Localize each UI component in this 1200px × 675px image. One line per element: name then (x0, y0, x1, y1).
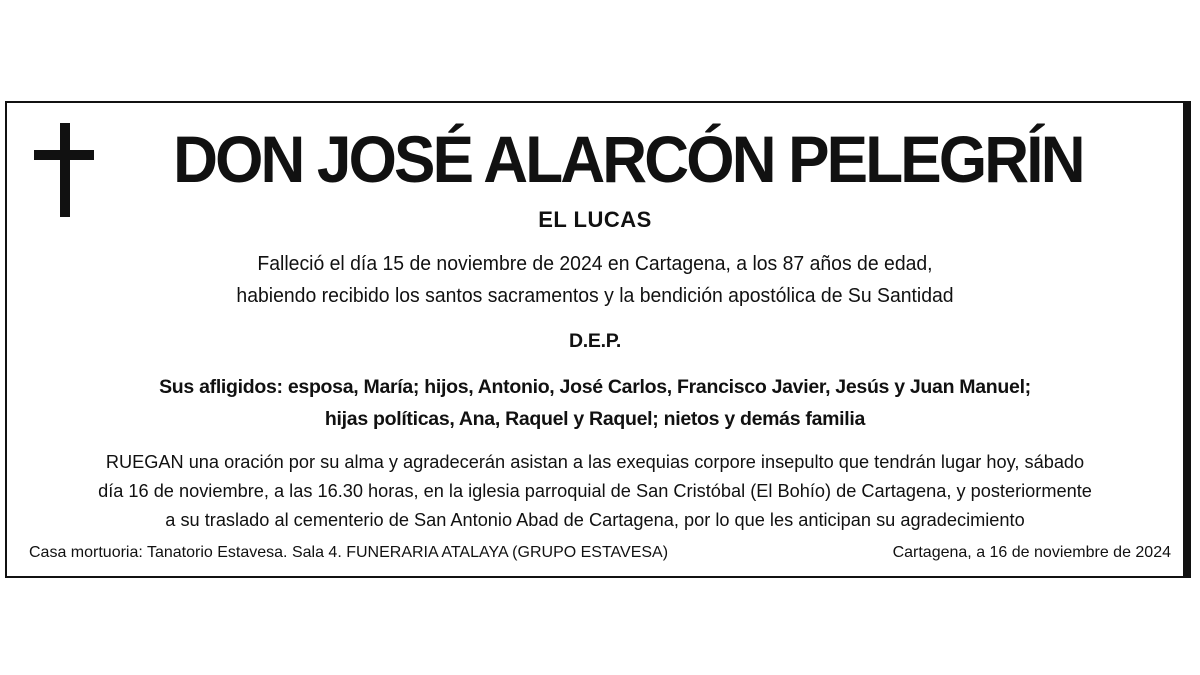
rip-label: D.E.P. (568, 330, 622, 352)
request-line-3: a su traslado al cementerio de San Antonio Abad de Cartagena, por lo que les anticipan su agradecimiento (165, 510, 1025, 530)
death-info-line-1: Falleció el día 15 de noviembre de 2024 en Cartagena, a los 87 años de edad, (257, 253, 933, 275)
deceased-alias: EL LUCAS (538, 207, 652, 232)
funeral-home-info: Casa mortuoria: Tanatorio Estavesa. Sala 4. FUNERARIA ATALAYA (GRUPO ESTAVESA) (29, 544, 669, 561)
obituary-notice (5, 101, 1185, 578)
deceased-name: DON JOSÉ ALARCÓN PELEGRÍN (173, 122, 1083, 196)
request-line-2: día 16 de noviembre, a las 16.30 horas, en la iglesia parroquial de San Cristóbal (El Bohío) de Cartagena, y posteriormente (98, 481, 1092, 501)
family-line-2: hijas políticas, Ana, Raquel y Raquel; nietos y demás familia (324, 408, 866, 430)
request-line-1: RUEGAN una oración por su alma y agradecerán asistan a las exequias corpore insepulto que tendrán lugar hoy, sábado (105, 452, 1085, 472)
death-info-line-2: habiendo recibido los santos sacramentos y la bendición apostólica de Su Santidad (236, 285, 954, 307)
family-line-1: Sus afligidos: esposa, María; hijos, Antonio, José Carlos, Francisco Javier, Jesús y Juan Manuel; (159, 376, 1031, 398)
place-date: Cartagena, a 16 de noviembre de 2024 (892, 544, 1171, 561)
